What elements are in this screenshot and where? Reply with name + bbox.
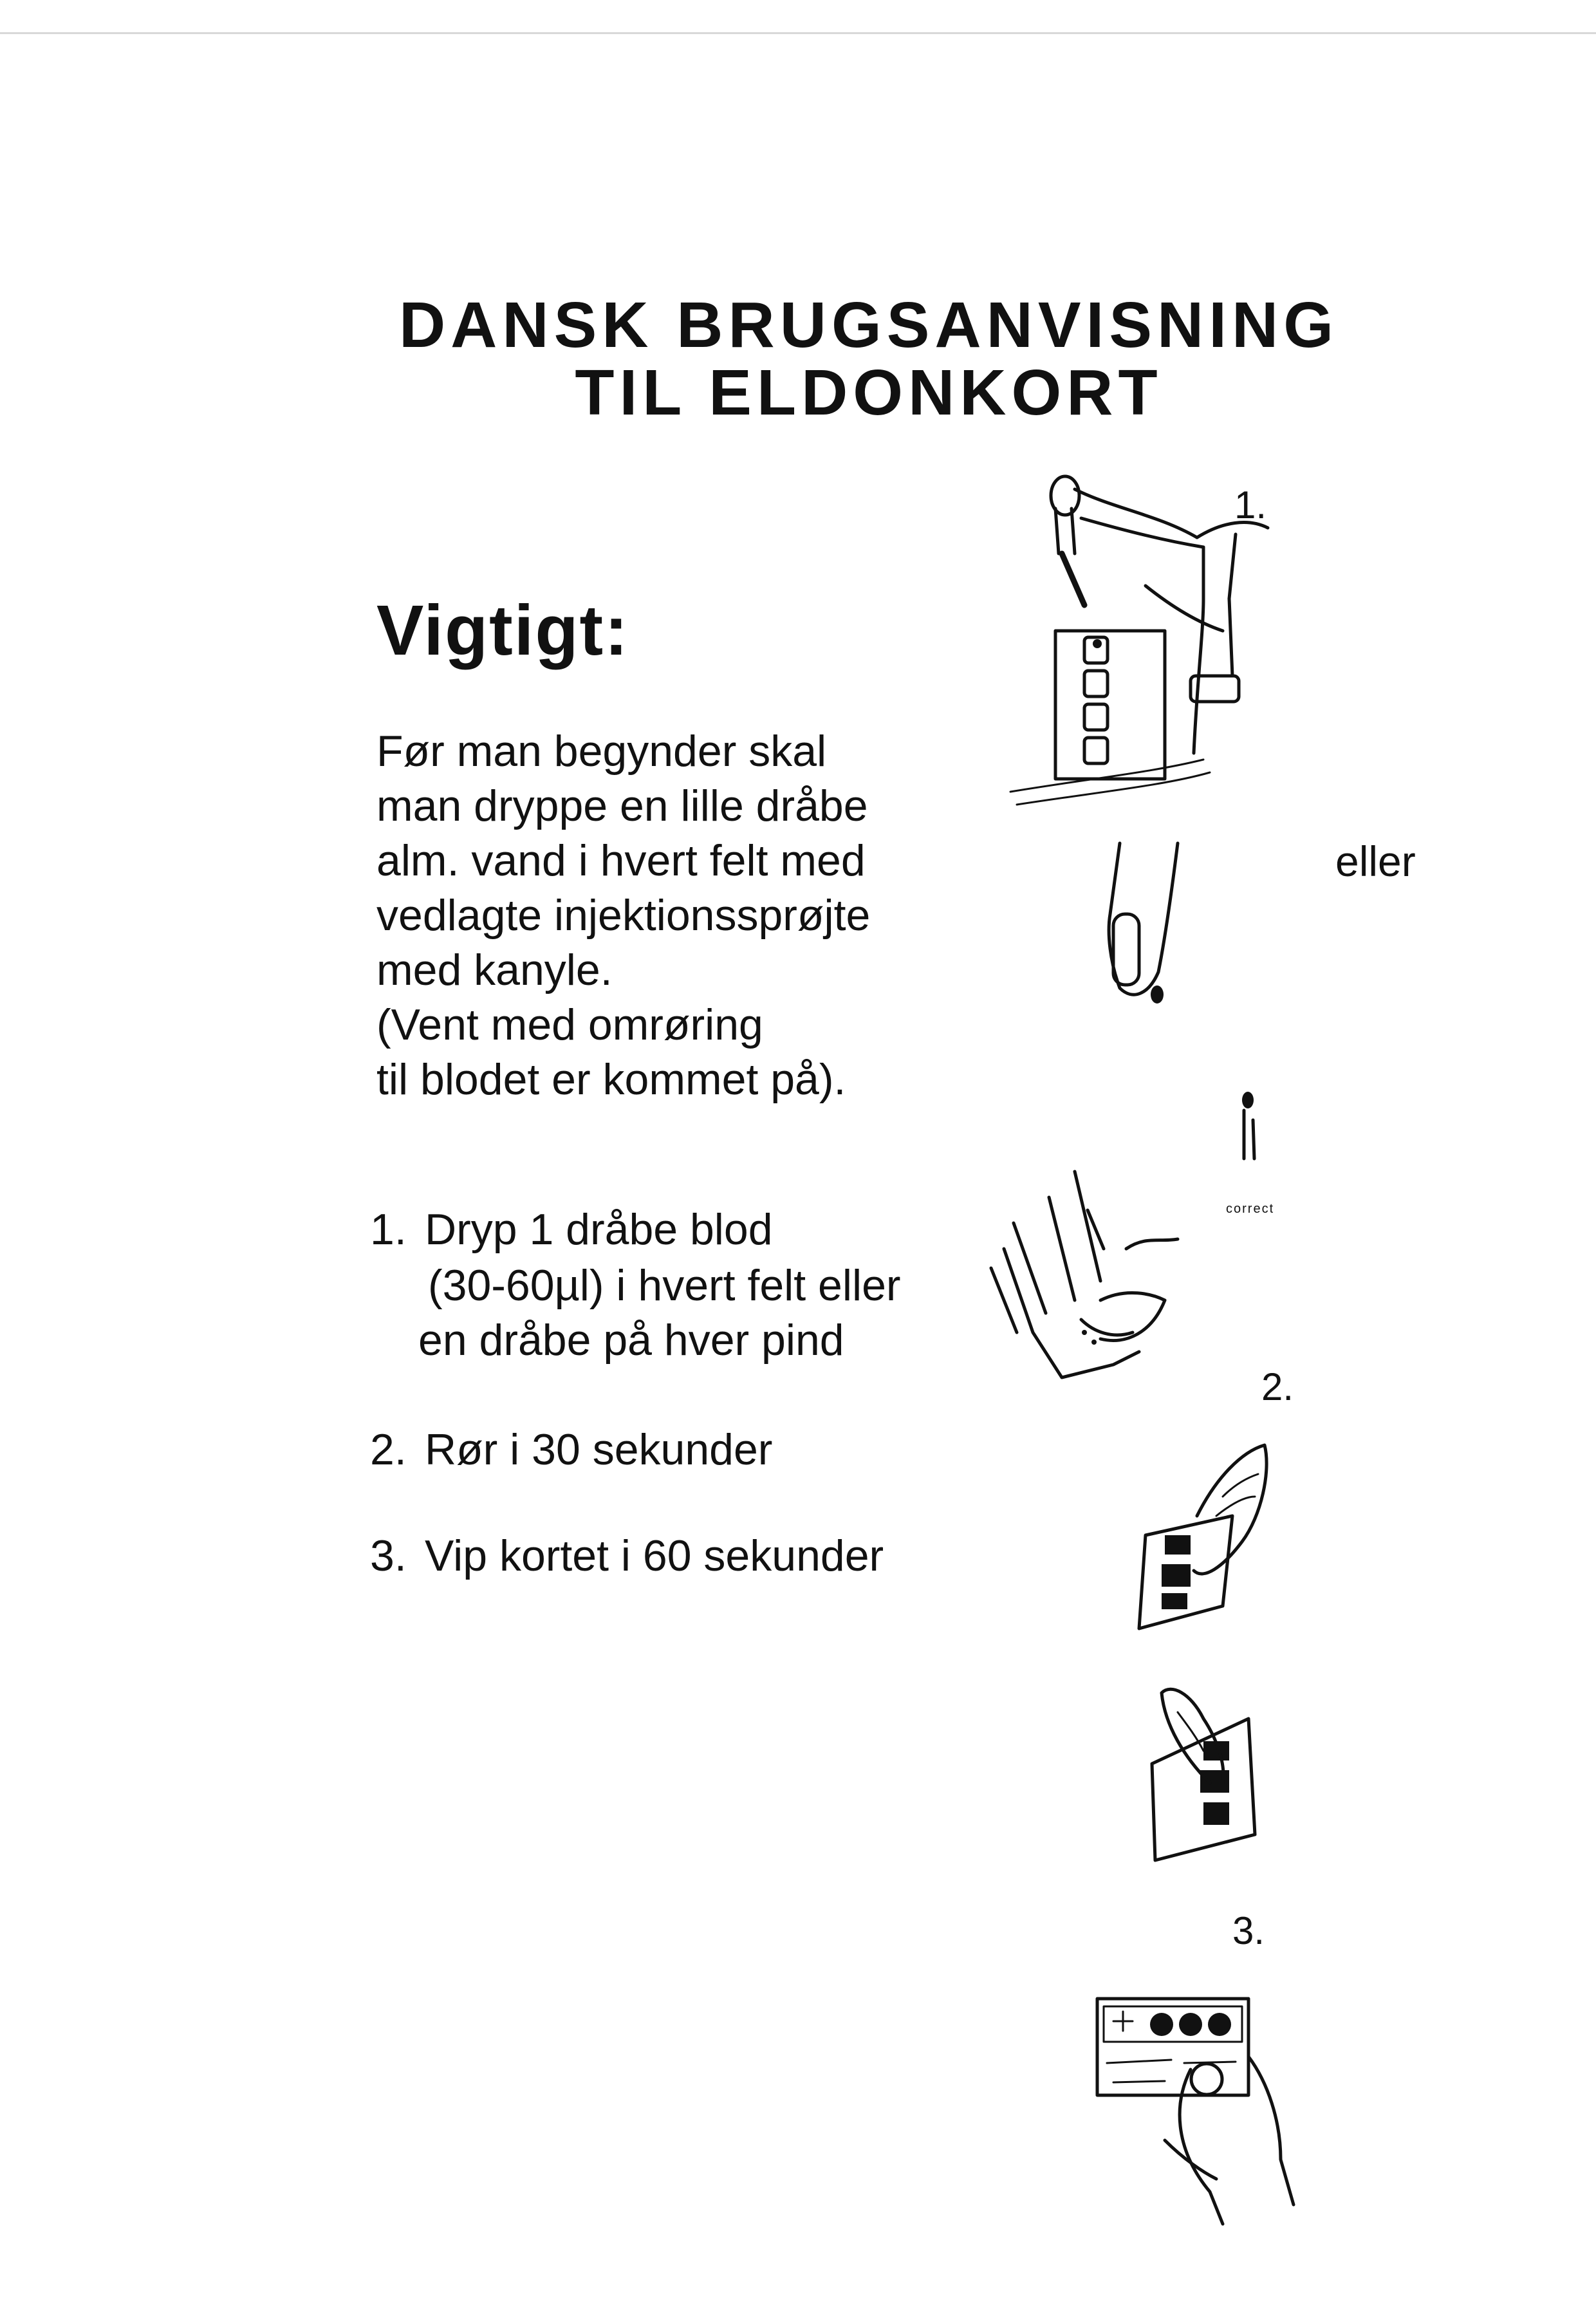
step-1-line-2: (30-60µl) i hvert felt eller (428, 1261, 901, 1310)
step-3-text: Vip kortet i 60 sekunder (425, 1531, 884, 1580)
figure-label-or: eller (1335, 837, 1416, 885)
title-line-2: TIL ELDONKORT (575, 357, 1163, 429)
finger-drop-icon (1094, 843, 1210, 1011)
title-line-1: DANSK BRUGSANVISNING (398, 289, 1339, 361)
important-line: man dryppe en lille dråbe (376, 781, 868, 830)
stirring-sticks-icon (972, 1172, 1184, 1384)
step-1-line-1: Dryp 1 dråbe blod (425, 1205, 773, 1254)
step-3-number: 3. (370, 1531, 407, 1580)
stick-drop-icon (1239, 1091, 1265, 1162)
figure-label-2: 2. (1261, 1365, 1294, 1408)
important-line: alm. vand i hvert felt med (376, 836, 866, 885)
step-2-text: Rør i 30 sekunder (425, 1425, 773, 1474)
card-paddle-mirrored-icon (1133, 1667, 1281, 1873)
hand-tilting-card-icon (1088, 1992, 1300, 2230)
figure-label-correct: correct (1226, 1202, 1275, 1216)
figure-label-1: 1. (1234, 483, 1267, 527)
important-line: til blodet er kommet på). (376, 1055, 846, 1104)
step-1-line-3: en dråbe på hver pind (418, 1316, 844, 1365)
important-line: Før man begynder skal (376, 727, 827, 776)
scan-top-edge (0, 32, 1596, 34)
step-1-number: 1. (370, 1205, 407, 1254)
important-line: vedlagte injektionssprøjte (376, 891, 871, 940)
step-2-number: 2. (370, 1425, 407, 1474)
important-line: med kanyle. (376, 946, 613, 995)
important-heading: Vigtigt: (376, 591, 629, 670)
figure-label-3: 3. (1232, 1909, 1265, 1952)
card-paddle-icon (1126, 1432, 1287, 1638)
important-line: (Vent med omrøring (376, 1000, 763, 1049)
important-text (376, 724, 870, 1107)
syringe-hand-icon (1010, 470, 1300, 805)
